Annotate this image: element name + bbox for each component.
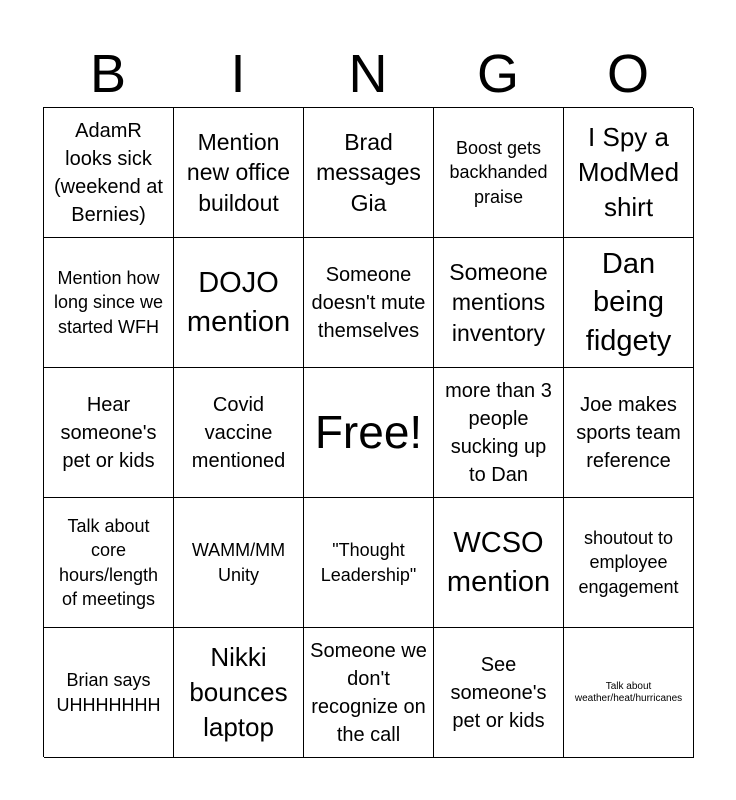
cell-text: Mention how long since we started WFH <box>53 268 164 337</box>
bingo-cell[interactable] <box>434 238 564 368</box>
cell-text: DOJO mention <box>186 266 291 338</box>
bingo-cell[interactable] <box>434 108 564 238</box>
header-letter-o: O <box>606 44 649 104</box>
cell-text: I Spy a ModMed shirt <box>577 121 680 223</box>
cell-text: Mention new office buildout <box>186 128 291 216</box>
free-space-text: Free! <box>314 406 423 459</box>
header-letter-n: N <box>348 44 388 104</box>
cell-text: Brad messages Gia <box>316 128 421 216</box>
cell-text: AdamR looks sick (weekend at Bernies) <box>54 119 163 226</box>
bingo-cell[interactable] <box>44 108 174 238</box>
bingo-cell[interactable] <box>304 108 434 238</box>
bingo-cell[interactable] <box>174 498 304 628</box>
bingo-cell[interactable] <box>564 628 694 758</box>
bingo-cell[interactable] <box>304 628 434 758</box>
cell-text: Someone mentions inventory <box>449 258 548 346</box>
bingo-cell[interactable] <box>564 108 694 238</box>
cell-text: Talk about weather/heat/hurricanes <box>574 680 683 704</box>
bingo-cell[interactable] <box>44 238 174 368</box>
bingo-cell[interactable] <box>174 368 304 498</box>
bingo-cell[interactable] <box>564 238 694 368</box>
header-letter-b: B <box>89 44 127 104</box>
bingo-cell[interactable] <box>434 498 564 628</box>
cell-text: See someone's pet or kids <box>450 653 547 732</box>
cell-text: Dan being fidgety <box>585 247 672 357</box>
bingo-cell[interactable] <box>564 368 694 498</box>
cell-text: Nikki bounces laptop <box>189 641 288 743</box>
cell-text: Boost gets backhanded praise <box>449 138 548 207</box>
header-letter-g: G <box>476 44 519 104</box>
cell-text: WCSO mention <box>446 526 551 598</box>
bingo-cell[interactable] <box>174 238 304 368</box>
header-letter-i: I <box>230 44 246 104</box>
bingo-cell[interactable] <box>174 108 304 238</box>
cell-text: Someone doesn't mute themselves <box>311 263 426 342</box>
cell-text: Hear someone's pet or kids <box>60 393 157 472</box>
cell-text: more than 3 people sucking up to Dan <box>445 379 552 486</box>
bingo-cell[interactable] <box>44 628 174 758</box>
cell-text: Talk about core hours/length of meetings <box>58 515 159 609</box>
bingo-board <box>43 107 693 757</box>
bingo-cell[interactable] <box>44 498 174 628</box>
bingo-cell[interactable] <box>174 628 304 758</box>
cell-text: Joe makes sports team reference <box>576 393 681 472</box>
bingo-cell[interactable] <box>304 238 434 368</box>
bingo-cell[interactable] <box>564 498 694 628</box>
bingo-cell[interactable] <box>434 368 564 498</box>
bingo-cell[interactable] <box>44 368 174 498</box>
bingo-cell[interactable] <box>434 628 564 758</box>
free-space[interactable] <box>304 368 434 498</box>
cell-text: "Thought Leadership" <box>320 540 417 585</box>
cell-text: WAMM/MM Unity <box>191 540 286 585</box>
cell-text: Covid vaccine mentioned <box>191 393 286 472</box>
cell-text: Brian says UHHHHHHH <box>56 670 161 715</box>
cell-text: shoutout to employee engagement <box>578 528 679 597</box>
bingo-cell[interactable] <box>304 498 434 628</box>
cell-text: Someone we don't recognize on the call <box>310 639 427 746</box>
bingo-header <box>43 40 693 108</box>
